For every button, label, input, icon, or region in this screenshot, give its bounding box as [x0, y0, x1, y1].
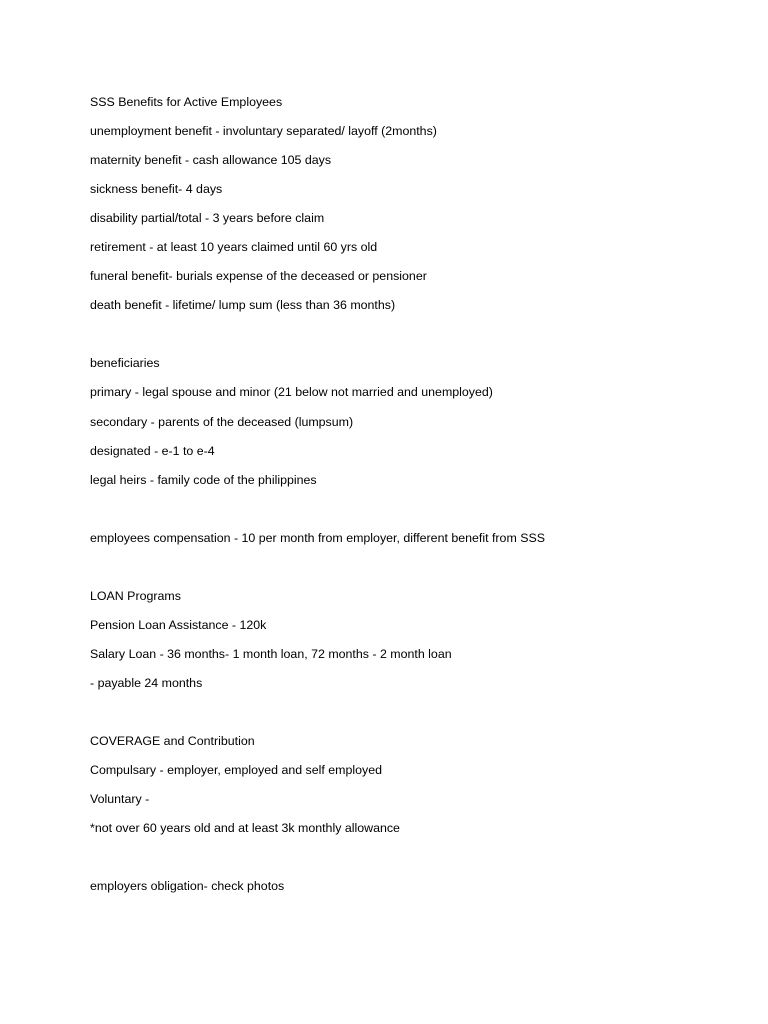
text-line: disability partial/total - 3 years before claim	[90, 211, 325, 226]
text-line: primary - legal spouse and minor (21 below not married and unemployed)	[90, 385, 493, 400]
text-line: employees compensation - 10 per month from employer, different benefit from SSS	[90, 530, 546, 545]
paragraph-gap	[90, 557, 730, 586]
section-heading: COVERAGE and Contribution	[90, 734, 255, 749]
section-employees-compensation	[90, 528, 730, 557]
text-line: unemployment benefit - involuntary separated/ layoff (2months)	[90, 124, 437, 139]
section-heading: SSS Benefits for Active Employees	[90, 95, 283, 109]
text-line: retirement - at least 10 years claimed until 60 yrs old	[90, 240, 378, 255]
paragraph-gap	[90, 847, 730, 876]
text-line: secondary - parents of the deceased (lumpsum)	[90, 414, 354, 429]
text-line: Voluntary -	[90, 792, 150, 807]
section-heading: beneficiaries	[90, 356, 160, 371]
text-line: funeral benefit- burials expense of the deceased or pensioner	[90, 269, 427, 284]
text-line: Pension Loan Assistance - 120k	[90, 617, 267, 632]
section-sss-benefits	[90, 92, 730, 324]
document-body	[90, 92, 730, 905]
text-line: sickness benefit- 4 days	[90, 182, 223, 197]
text-line: - payable 24 months	[90, 675, 203, 690]
paragraph-gap	[90, 324, 730, 353]
section-heading: LOAN Programs	[90, 588, 181, 603]
text-line: death benefit - lifetime/ lump sum (less than 36 months)	[90, 298, 396, 313]
text-line: designated - e-1 to e-4	[90, 443, 215, 458]
text-line: Salary Loan - 36 months- 1 month loan, 72 months - 2 month loan	[90, 646, 452, 661]
text-line: maternity benefit - cash allowance 105 days	[90, 153, 332, 168]
text-line: Compulsary - employer, employed and self employed	[90, 763, 383, 778]
text-line: *not over 60 years old and at least 3k monthly allowance	[90, 821, 400, 836]
paragraph-gap	[90, 499, 730, 528]
text-line: legal heirs - family code of the philippines	[90, 472, 317, 487]
section-coverage	[90, 731, 730, 847]
paragraph-gap	[90, 702, 730, 731]
section-beneficiaries	[90, 353, 730, 498]
section-employers-obligation	[90, 876, 730, 905]
text-line: employers obligation- check photos	[90, 879, 285, 894]
section-loan-programs	[90, 586, 730, 702]
